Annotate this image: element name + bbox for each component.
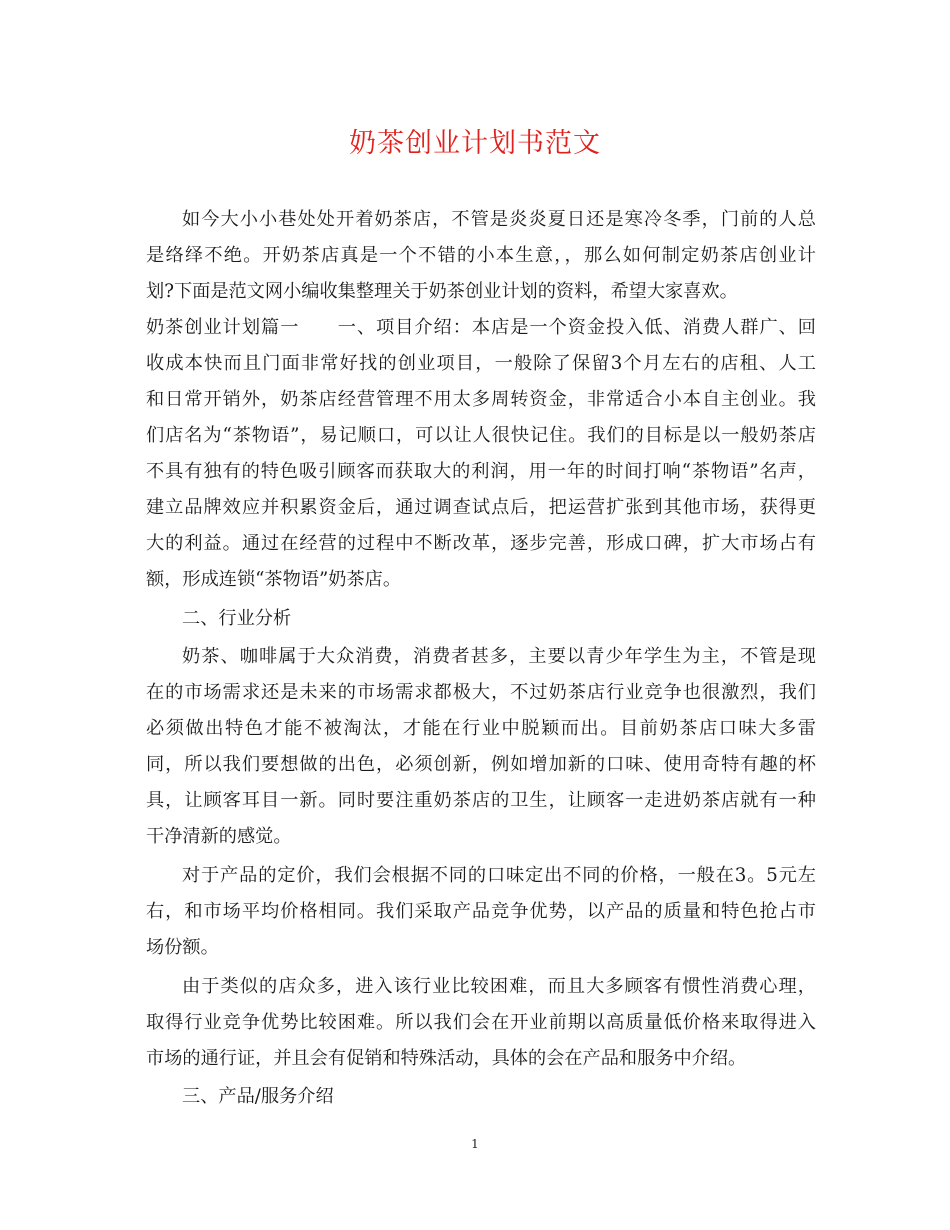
paragraph-line: 大的利益。通过在经营的过程中不断改革，逐步完善，形成口碑，扩大市场占有 [146, 533, 816, 554]
paragraph-line: 划?下面是范文网小编收集整理关于奶茶创业计划的资料，希望大家喜欢。 [146, 281, 738, 302]
paragraph-line: 取得行业竞争优势比较困难。所以我们会在开业前期以高质量低价格来取得进入 [146, 1012, 816, 1033]
paragraph-line: 如今大小小巷处处开着奶茶店，不管是炎炎夏日还是寒冷冬季，门前的人总 [182, 209, 816, 230]
paragraph-line: 是络绎不绝。开奶茶店真是一个不错的小本生意，，那么如何制定奶茶店创业计 [146, 245, 816, 266]
paragraph-line: 市场的通行证，并且会有促销和特殊活动，具体的会在产品和服务中介绍。 [146, 1048, 747, 1069]
paragraph-line: 由于类似的店众多，进入该行业比较困难，而且大多顾客有惯性消费心理， [182, 976, 816, 997]
paragraph-line: 奶茶、咖啡属于大众消费，消费者甚多，主要以青少年学生为主，不管是现 [182, 646, 816, 667]
paragraph-line: 们店名为“茶物语”，易记顺口，可以让人很快记住。我们的目标是以一般奶茶店 [146, 425, 816, 446]
section-heading: 二、行业分析 [182, 608, 292, 629]
paragraph-line: 同，所以我们要想做的出色，必须创新，例如增加新的口味、使用奇特有趣的杯 [146, 754, 816, 775]
document-title: 奶茶创业计划书范文 [349, 128, 601, 159]
paragraph-line: 必须做出特色才能不被淘汰，才能在行业中脱颖而出。目前奶茶店口味大多雷 [146, 718, 816, 739]
paragraph-line: 对于产品的定价，我们会根据不同的口味定出不同的价格，一般在3。5元左 [182, 865, 816, 886]
paragraph-line: 建立品牌效应并积累资金后，通过调查试点后，把运营扩张到其他市场，获得更 [146, 497, 816, 518]
paragraph-line: 场份额。 [146, 937, 219, 958]
paragraph-line: 具，让顾客耳目一新。同时要注重奶茶店的卫生，让顾客一走进奶茶店就有一种 [146, 790, 816, 811]
section-heading: 三、产品/服务介绍 [182, 1086, 334, 1107]
paragraph-line: 额，形成连锁“茶物语”奶茶店。 [146, 569, 402, 590]
paragraph-line: 干净清新的感觉。 [146, 826, 292, 847]
paragraph-line: 收成本快而且门面非常好找的创业项目，一般除了保留3个月左右的店租、人工 [146, 353, 816, 374]
page-number: 1 [471, 1137, 479, 1151]
paragraph-line: 不具有独有的特色吸引顾客而获取大的利润，用一年的时间打响“茶物语”名声， [146, 461, 816, 482]
paragraph-line: 右，和市场平均价格相同。我们采取产品竞争优势，以产品的质量和特色抢占市 [146, 901, 816, 922]
paragraph-line: 和日常开销外，奶茶店经营管理不用太多周转资金，非常适合小本自主创业。我 [146, 389, 816, 410]
paragraph-line: 在的市场需求还是未来的市场需求都极大，不过奶茶店行业竞争也很激烈，我们 [146, 682, 816, 703]
paragraph-line: 奶茶创业计划篇一 一、项目介绍：本店是一个资金投入低、消费人群广、回 [146, 317, 816, 338]
